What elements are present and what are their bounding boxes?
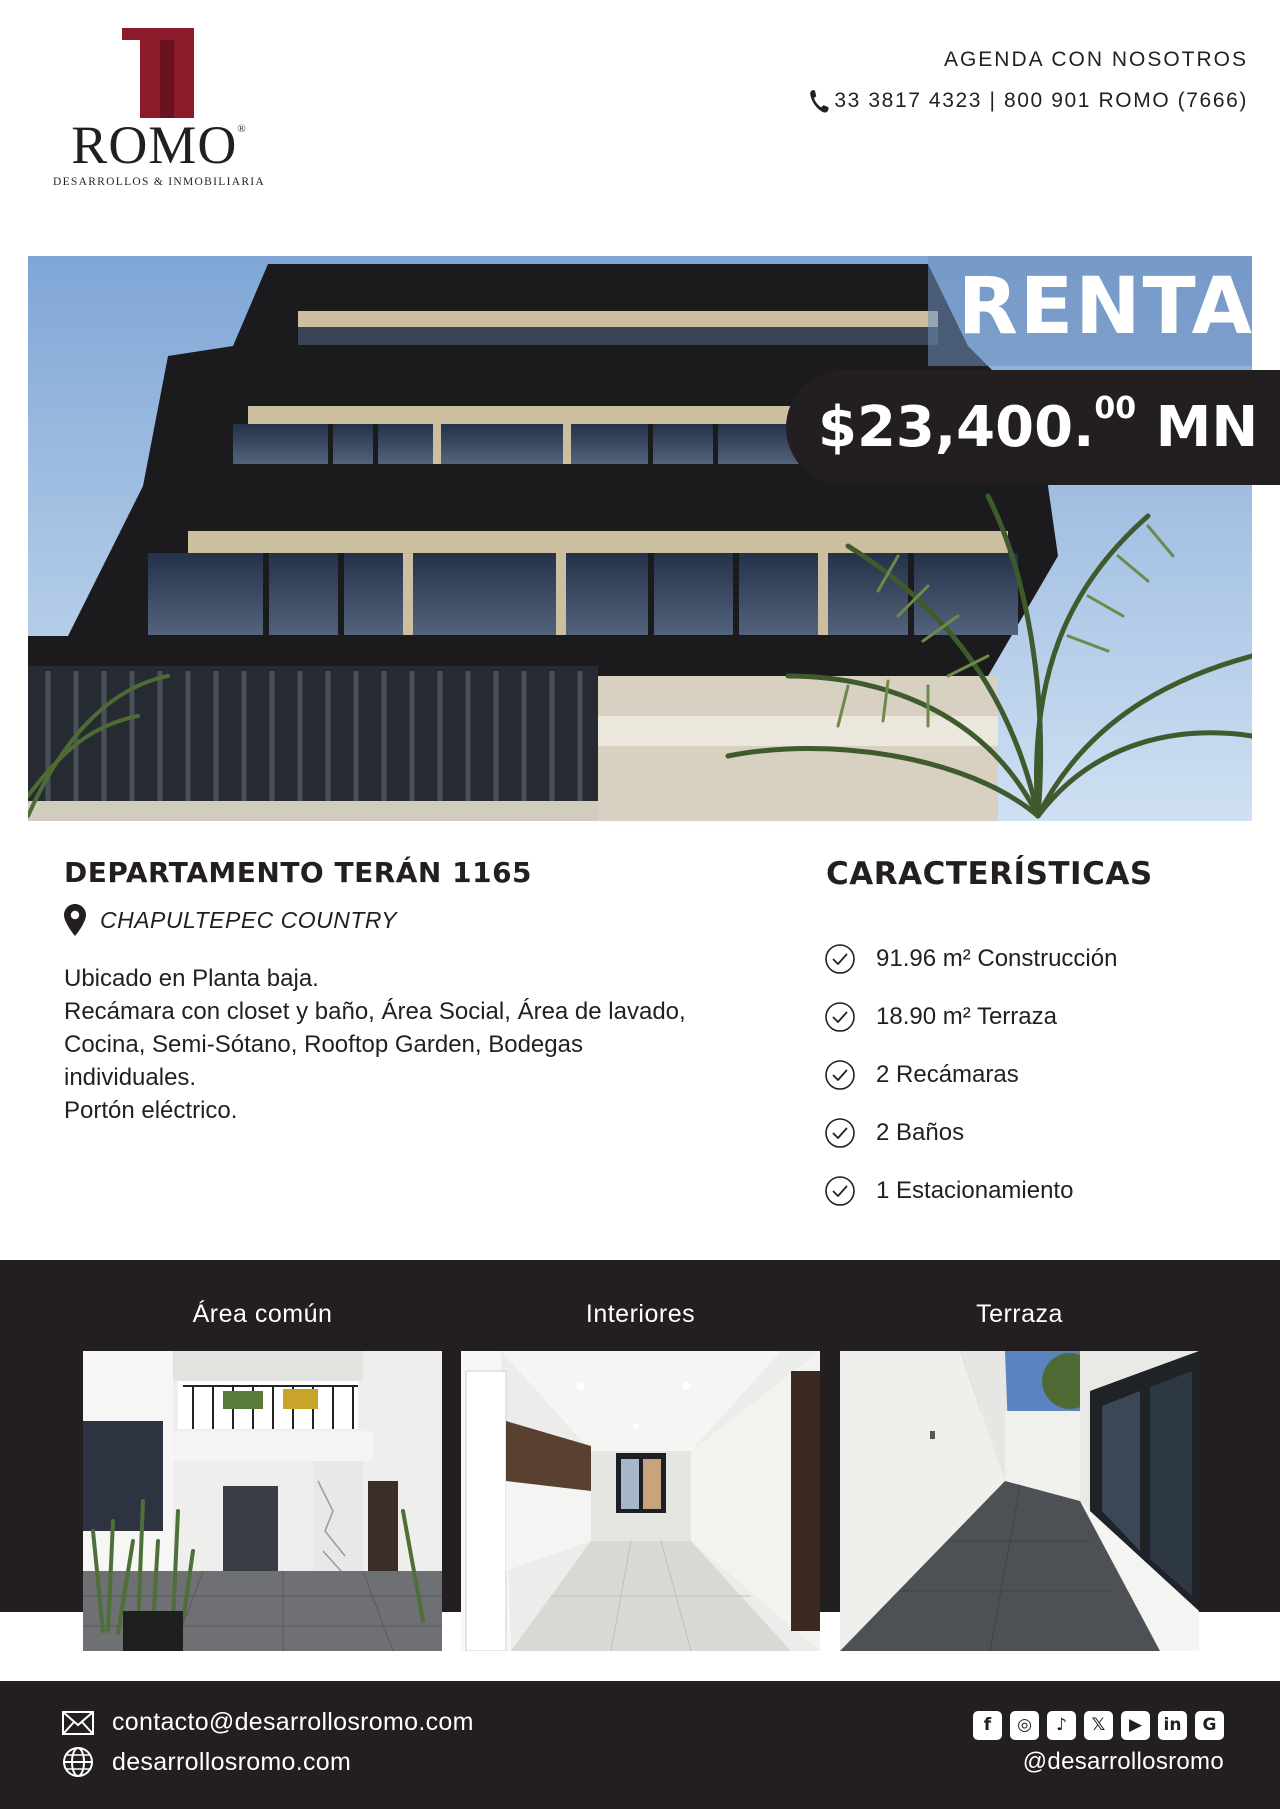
gallery-label-interiores: Interiores bbox=[585, 1300, 696, 1328]
facebook-icon[interactable]: f bbox=[973, 1711, 1002, 1740]
agenda-heading: AGENDA CON NOSOTROS bbox=[943, 48, 1248, 71]
location-pin-icon bbox=[64, 904, 86, 936]
price-currency: MN bbox=[1155, 395, 1259, 460]
gallery-label-terraza: Terraza bbox=[976, 1300, 1063, 1328]
tiktok-icon[interactable]: ♪ bbox=[1047, 1711, 1076, 1740]
photo-terraza[interactable] bbox=[840, 1351, 1199, 1651]
location-name: CHAPULTEPEC COUNTRY bbox=[100, 906, 398, 933]
header-contact bbox=[808, 48, 1248, 114]
linkedin-icon[interactable]: in bbox=[1158, 1711, 1187, 1740]
website-text: desarrollosromo.com bbox=[112, 1747, 352, 1776]
photo-interiores[interactable] bbox=[461, 1351, 820, 1651]
feature-label: 91.96 m² Construcción bbox=[876, 945, 1118, 972]
x-icon[interactable]: 𝕏 bbox=[1084, 1711, 1113, 1740]
property-description bbox=[64, 962, 704, 1127]
description-line: Portón eléctrico. bbox=[64, 1097, 238, 1124]
check-circle-icon bbox=[824, 1001, 856, 1033]
registered-mark: ® bbox=[237, 123, 247, 135]
email-text: contacto@desarrollosromo.com bbox=[112, 1708, 474, 1736]
google-icon[interactable]: G bbox=[1195, 1711, 1224, 1740]
social-handle[interactable]: @desarrollosromo bbox=[1022, 1748, 1224, 1775]
description-line: Recámara con closet y baño, Área Social, Área de lavado, Cocina, Semi-Sótano, Rooftop Garden, Bodegas individuales. bbox=[64, 998, 686, 1091]
renta-badge: RENTA bbox=[957, 262, 1254, 352]
romo-logo-mark bbox=[122, 28, 194, 118]
interiores-image bbox=[461, 1351, 820, 1651]
logo-tagline: DESARROLLOS & INMOBILIARIA bbox=[52, 176, 266, 188]
phone-line[interactable] bbox=[808, 88, 1248, 114]
description-line: Ubicado en Planta baja. bbox=[64, 965, 319, 992]
youtube-icon[interactable]: ▶ bbox=[1121, 1711, 1150, 1740]
feature-item bbox=[824, 930, 1117, 988]
logo-wordmark bbox=[34, 115, 284, 175]
phone-icon bbox=[808, 88, 830, 114]
logo-name: ROMO bbox=[71, 115, 238, 175]
globe-icon bbox=[62, 1746, 94, 1778]
footer-website[interactable] bbox=[62, 1746, 351, 1778]
check-circle-icon bbox=[824, 1175, 856, 1207]
price-cents: 00 bbox=[1094, 391, 1137, 426]
footer bbox=[0, 1681, 1280, 1809]
check-circle-icon bbox=[824, 1059, 856, 1091]
check-circle-icon bbox=[824, 1117, 856, 1149]
romo-logo bbox=[34, 26, 284, 196]
features-title: CARACTERÍSTICAS bbox=[826, 856, 1153, 892]
feature-label: 1 Estacionamiento bbox=[876, 1177, 1074, 1204]
price-main: $23,400. bbox=[818, 395, 1095, 460]
features-list bbox=[824, 930, 1117, 1220]
footer-email[interactable] bbox=[62, 1708, 474, 1737]
feature-item bbox=[824, 1046, 1117, 1104]
mail-icon bbox=[62, 1711, 94, 1735]
property-location bbox=[64, 904, 397, 936]
phone-numbers: 33 3817 4323 | 800 901 ROMO (7666) bbox=[834, 89, 1248, 112]
terraza-image bbox=[840, 1351, 1199, 1651]
feature-label: 2 Recámaras bbox=[876, 1061, 1019, 1088]
price-badge bbox=[786, 370, 1280, 485]
social-icons bbox=[973, 1711, 1224, 1740]
check-circle-icon bbox=[824, 943, 856, 975]
price bbox=[818, 391, 1259, 460]
photo-area-comun[interactable] bbox=[83, 1351, 442, 1651]
feature-item bbox=[824, 1104, 1117, 1162]
property-title: DEPARTAMENTO TERÁN 1165 bbox=[64, 856, 533, 889]
feature-item bbox=[824, 1162, 1117, 1220]
feature-label: 18.90 m² Terraza bbox=[876, 1003, 1057, 1030]
feature-item bbox=[824, 988, 1117, 1046]
instagram-icon[interactable]: ◎ bbox=[1010, 1711, 1039, 1740]
feature-label: 2 Baños bbox=[876, 1119, 965, 1146]
gallery-label-area-comun: Área común bbox=[192, 1300, 333, 1328]
area-comun-image bbox=[83, 1351, 442, 1651]
